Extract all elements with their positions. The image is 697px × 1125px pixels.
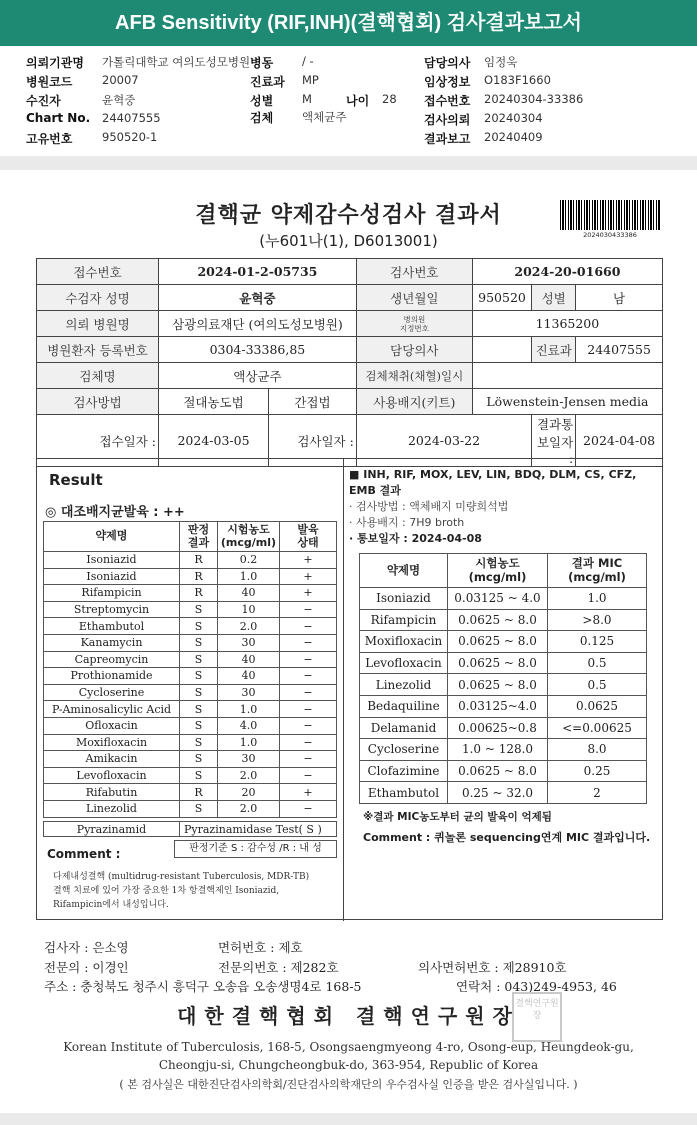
cell: Ethambutol [44, 618, 180, 635]
report-title: AFB Sensitivity (RIF,INH)(결핵협회) 검사결과보고서 [115, 12, 582, 34]
separator [0, 1113, 697, 1125]
cell: − [280, 734, 337, 751]
cell: Rifampicin [44, 585, 180, 602]
table-row [44, 734, 337, 751]
cell: P-Aminosalicylic Acid [44, 701, 180, 718]
cell: Amikacin [44, 751, 180, 768]
english-address-2: Cheongju-si, Chungcheongbuk-do, 363-954, Republic of Korea [158, 1058, 539, 1072]
table-row [44, 701, 337, 718]
cell: 0.5 [548, 652, 647, 674]
table-row [360, 739, 647, 761]
table-row [360, 631, 647, 653]
code-value: 20007 [102, 73, 139, 87]
cell: Ethambutol [360, 782, 448, 804]
patient-info-panel [0, 46, 697, 150]
cell: 남 [576, 285, 663, 311]
doc-title: 결핵균 약제감수성검사 결과서 [195, 203, 502, 228]
table-row [360, 782, 647, 804]
cell: 0.0625 ~ 8.0 [448, 760, 548, 782]
column-header: 시험농도 (mcg/ml) [448, 554, 548, 588]
cell: S [180, 618, 218, 635]
cell: 11365200 [472, 311, 662, 337]
cell: 24407555 [576, 337, 663, 363]
hospital-label: 의뢰기관명 [26, 56, 84, 70]
cell: S [180, 751, 218, 768]
cell: 2 [548, 782, 647, 804]
table-row [44, 717, 337, 734]
table-row [44, 568, 337, 585]
cell: 1.0 [548, 588, 647, 610]
cell: S [180, 767, 218, 784]
cell: Isoniazid [44, 568, 180, 585]
table-row [37, 285, 663, 311]
mic-notify-date: · 통보일자 : 2024-04-08 [349, 532, 482, 545]
table-row [37, 311, 663, 337]
patient-label: 수진자 [26, 94, 61, 108]
cell: 0.25 [548, 760, 647, 782]
cell: 2024-04-08 [576, 415, 663, 467]
cell: Linezolid [44, 800, 180, 817]
cell: Cycloserine [44, 684, 180, 701]
result-title: Result [49, 471, 103, 489]
contact: 연락처 : 043)249-4953, 46 [456, 979, 617, 994]
cell: 2.0 [218, 618, 280, 635]
cell: 0.5 [548, 674, 647, 696]
cell: 0.2 [218, 552, 280, 569]
cell: Delamanid [360, 717, 448, 739]
cell: 병의원 지정번호 [356, 311, 472, 337]
table-header-row [360, 554, 647, 588]
criteria-box: 판정기준 S : 감수성 /R : 내 성 [174, 840, 337, 858]
barcode-icon [560, 200, 660, 230]
dept-label: 진료과 [250, 75, 285, 89]
cell: 30 [218, 684, 280, 701]
table-row [44, 601, 337, 618]
cell: 검사번호 [356, 259, 472, 285]
cell: Prothionamide [44, 668, 180, 685]
cell: 2024-20-01660 [472, 259, 662, 285]
cell: Pyrazinamid [44, 822, 180, 837]
cell: S [180, 634, 218, 651]
cell: R [180, 552, 218, 569]
cell: 병원환자 등록번호 [37, 337, 159, 363]
cell: 10 [218, 601, 280, 618]
table-row [44, 800, 337, 817]
cell: 0.0625 ~ 8.0 [448, 674, 548, 696]
cell: Rifabutin [44, 784, 180, 801]
comment-label: Comment : [47, 847, 121, 861]
cell: 0.00625~0.8 [448, 717, 548, 739]
table-row [44, 751, 337, 768]
sex-value: M [302, 92, 312, 106]
specimen-label: 검체 [250, 111, 274, 125]
cell: − [280, 668, 337, 685]
cell: − [280, 618, 337, 635]
request-label: 검사의뢰 [424, 113, 471, 127]
cell: 담당의사 [356, 337, 472, 363]
table-row [44, 767, 337, 784]
cell: − [280, 601, 337, 618]
cell: 의뢰 병원명 [37, 311, 159, 337]
mic-method: · 검사방법 : 액체배지 미량희석법 [349, 500, 509, 513]
cell: >8.0 [548, 609, 647, 631]
ward-label: 병동 [250, 56, 274, 70]
sex-label: 성별 [250, 94, 274, 108]
cell: Löwenstein-Jensen media [472, 389, 662, 415]
table-row [360, 674, 647, 696]
mic-comment: Comment : 퀴놀론 sequencing연계 MIC 결과입니다. [363, 831, 651, 844]
cell: S [180, 651, 218, 668]
table-row [37, 259, 663, 285]
cell: Streptomycin [44, 601, 180, 618]
tester: 검사자 : 은소영 [44, 940, 129, 955]
cell: + [280, 568, 337, 585]
table-row [44, 651, 337, 668]
cell: S [180, 684, 218, 701]
cell: 사용배지(키트) [356, 389, 472, 415]
cell: Linezolid [360, 674, 448, 696]
cell: 수검자 성명 [37, 285, 159, 311]
control-growth: ◎ 대조배지균발육 : ++ [45, 505, 185, 520]
physician-license: 의사면허번호 : 제28910호 [418, 960, 567, 975]
cell: Levofloxacin [360, 652, 448, 674]
comment-line: Rifampicin에서 내성입니다. [53, 900, 169, 910]
cell: 0.03125~4.0 [448, 695, 548, 717]
cell: 8.0 [548, 739, 647, 761]
receipt-label: 접수번호 [424, 94, 471, 108]
mic-note: ※결과 MIC농도부터 균의 발육이 억제됨 [363, 811, 552, 823]
cell: R [180, 568, 218, 585]
cell: 1.0 [218, 701, 280, 718]
divider [343, 459, 344, 921]
dept-value: MP [302, 73, 319, 87]
cell: 0.0625 [548, 695, 647, 717]
cell: 0.03125 ~ 4.0 [448, 588, 548, 610]
cell: 검체명 [37, 363, 159, 389]
absolute-concentration-table [43, 521, 337, 818]
cell: 0.25 ~ 32.0 [448, 782, 548, 804]
barcode-number: 2024030433386 [583, 231, 637, 239]
clinical-value: O183F1660 [484, 73, 551, 87]
cell: 1.0 [218, 568, 280, 585]
cell: 접수번호 [37, 259, 159, 285]
cell: Moxifloxacin [44, 734, 180, 751]
cell: 1.0 [218, 734, 280, 751]
table-row [360, 652, 647, 674]
cell: 0.0625 ~ 8.0 [448, 631, 548, 653]
cell: 2024-03-05 [159, 415, 269, 467]
cell: 30 [218, 751, 280, 768]
cell: Clofazimine [360, 760, 448, 782]
cell: 0304-33386,85 [159, 337, 357, 363]
comment-line: 결핵 치료에 있어 가장 중요한 1차 항결핵제인 Isoniazid, [53, 886, 280, 896]
cell: 생년월일 [356, 285, 472, 311]
cell: Pyrazinamidase Test( S ) [180, 822, 337, 837]
unique-id-label: 고유번호 [26, 132, 73, 146]
table-row [37, 337, 663, 363]
cell: 40 [218, 651, 280, 668]
column-header: 발육 상태 [280, 522, 337, 552]
request-value: 20240304 [484, 111, 543, 125]
cell: S [180, 701, 218, 718]
cell: Isoniazid [360, 588, 448, 610]
doc-subtitle: (누601나(1), D6013001) [259, 232, 438, 250]
mic-header [349, 467, 659, 547]
table-row [360, 717, 647, 739]
report-date-value: 20240409 [484, 130, 543, 144]
cell: 20 [218, 784, 280, 801]
report-date-label: 결과보고 [424, 132, 471, 146]
cell: 2.0 [218, 800, 280, 817]
certification: ( 본 검사실은 대한진단검사의학회/진단검사의학재단의 우수검사실 인증을 받은 검사실입니다. ) [119, 1078, 578, 1091]
scanned-report [0, 170, 697, 1113]
cell: − [280, 701, 337, 718]
age-label: 나이 [346, 94, 370, 108]
column-header: 시험농도 (mcg/ml) [218, 522, 280, 552]
cell: 0.125 [548, 631, 647, 653]
ward-value: / - [302, 54, 314, 68]
table-row [360, 760, 647, 782]
header-table [36, 258, 663, 467]
patient-value: 윤혁중 [102, 93, 136, 107]
english-address-1: Korean Institute of Tuberculosis, 168-5, Osongsaengmyeong 4-ro, Osong-eup, Heungdeok-gu, [63, 1040, 634, 1054]
cell: Isoniazid [44, 552, 180, 569]
cell: S [180, 734, 218, 751]
cell: Kanamycin [44, 634, 180, 651]
code-label: 병원코드 [26, 75, 73, 89]
column-header: 약제명 [360, 554, 448, 588]
table-row [360, 695, 647, 717]
cell: S [180, 668, 218, 685]
cell: 40 [218, 585, 280, 602]
cell: Cycloserine [360, 739, 448, 761]
table-row [37, 389, 663, 415]
pyrazinamide-row [43, 821, 337, 837]
cell: 0.0625 ~ 8.0 [448, 609, 548, 631]
cell: Levofloxacin [44, 767, 180, 784]
cell: − [280, 751, 337, 768]
cell: − [280, 767, 337, 784]
cell: <=0.00625 [548, 717, 647, 739]
address: 주소 : 충청북도 청주시 흥덕구 오송읍 오송생명4로 168-5 [44, 979, 362, 994]
unique-id-value: 950520-1 [102, 130, 158, 144]
cell: 액상균주 [159, 363, 357, 389]
clinical-label: 임상정보 [424, 75, 471, 89]
table-row [44, 784, 337, 801]
specimen-value: 액체균주 [302, 110, 347, 124]
chart-label: Chart No. [26, 111, 91, 125]
cell: Bedaquiline [360, 695, 448, 717]
institute-name: 대한결핵협회 결핵연구원장 [177, 1004, 520, 1028]
receipt-value: 20240304-33386 [484, 92, 584, 106]
cell [472, 337, 531, 363]
column-header: 판정 결과 [180, 522, 218, 552]
cell: 삼광의료재단 (여의도성모병원) [159, 311, 357, 337]
cell: Rifampicin [360, 609, 448, 631]
specialist-no: 전문의번호 : 제282호 [218, 960, 339, 975]
specialist: 전문의 : 이경인 [44, 960, 129, 975]
table-row [44, 585, 337, 602]
table-row [44, 552, 337, 569]
cell: 진료과 [532, 337, 576, 363]
table-row [44, 822, 337, 837]
cell: 4.0 [218, 717, 280, 734]
cell: − [280, 717, 337, 734]
cell: + [280, 784, 337, 801]
cell: 950520 [472, 285, 531, 311]
table-row [44, 618, 337, 635]
cell: S [180, 601, 218, 618]
official-seal-icon: 결핵연구원장 [512, 992, 562, 1042]
cell: Ofloxacin [44, 717, 180, 734]
cell: 0.0625 ~ 8.0 [448, 652, 548, 674]
cell: 2024-01-2-05735 [159, 259, 357, 285]
cell: 1.0 ~ 128.0 [448, 739, 548, 761]
column-header: 약제명 [44, 522, 180, 552]
cell: − [280, 684, 337, 701]
column-header: 결과 MIC (mcg/ml) [548, 554, 647, 588]
mic-drug-list: ■ INH, RIF, MOX, LEV, LIN, BDQ, DLM, CS, CFZ, EMB 결과 [349, 468, 637, 497]
table-row [44, 684, 337, 701]
cell: 절대농도법 [159, 389, 269, 415]
table-row [360, 588, 647, 610]
cell: Moxifloxacin [360, 631, 448, 653]
cell: R [180, 784, 218, 801]
age-value: 28 [382, 92, 397, 106]
doctor-value: 임정욱 [484, 55, 518, 69]
chart-value: 24407555 [102, 111, 161, 125]
cell: − [280, 634, 337, 651]
cell: 2.0 [218, 767, 280, 784]
cell: 간접법 [269, 389, 357, 415]
hospital-value: 가톨릭대학교 여의도성모병원 [102, 55, 251, 69]
cell: 윤혁중 [159, 285, 357, 311]
cell: 40 [218, 668, 280, 685]
table-row [37, 363, 663, 389]
cell: Capreomycin [44, 651, 180, 668]
doctor-label: 담당의사 [424, 56, 471, 70]
cell: 결과통보일자 : [532, 415, 576, 467]
cell: − [280, 651, 337, 668]
table-row [44, 634, 337, 651]
table-row [360, 609, 647, 631]
cell: 검사일자 : [269, 415, 357, 467]
table-header-row [44, 522, 337, 552]
cell: S [180, 800, 218, 817]
cell: − [280, 800, 337, 817]
report-title-bar [0, 0, 697, 46]
cell: 검체채취(채혈)일시 [356, 363, 472, 389]
cell: + [280, 552, 337, 569]
cell: 2024-03-22 [356, 415, 531, 467]
separator [0, 156, 697, 170]
cell: 30 [218, 634, 280, 651]
mic-medium: · 사용배지 : 7H9 broth [349, 516, 465, 529]
cell: 검사방법 [37, 389, 159, 415]
cell: 접수일자 : [37, 415, 159, 467]
cell [472, 363, 662, 389]
mic-table [359, 553, 647, 804]
license-no: 면허번호 : 제호 [218, 940, 303, 955]
comment-line: 다제내성결핵 (multidrug-resistant Tuberculosis, MDR-TB) [53, 872, 310, 882]
cell: S [180, 717, 218, 734]
result-panel [36, 458, 663, 920]
cell: + [280, 585, 337, 602]
cell: 성별 [532, 285, 576, 311]
cell: R [180, 585, 218, 602]
table-row [44, 668, 337, 685]
